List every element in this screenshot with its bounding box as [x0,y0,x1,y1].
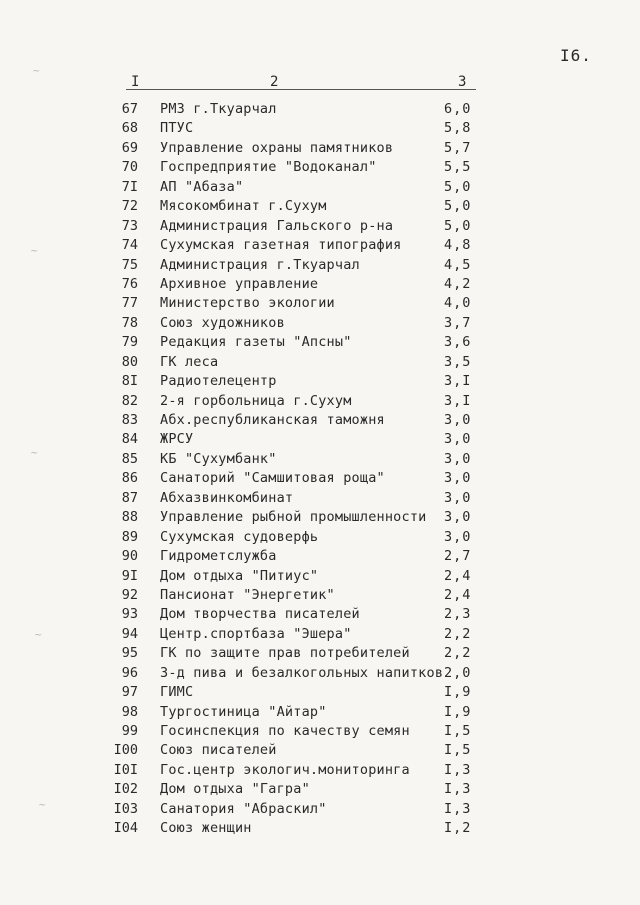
row-value: 3,0 [444,412,472,428]
table-row [0,450,640,469]
row-number: 77 [121,295,138,312]
row-number: 83 [121,412,138,428]
row-number: 96 [121,664,138,681]
header-rule [126,89,476,90]
header-col-1: I [131,74,140,90]
table-row [0,178,640,197]
row-value: 2,2 [444,625,472,642]
row-number: 94 [121,625,138,642]
row-value: I,3 [444,761,472,778]
table-row [0,236,640,255]
row-organization: Дом отдыха "Питиус" [160,567,319,584]
row-number: 69 [121,139,138,156]
table-row [0,353,640,372]
row-value: I,5 [444,723,472,739]
row-number: 95 [121,645,138,662]
table-row [0,664,640,683]
row-organization: Дом отдыха "Гагра" [160,781,310,798]
row-number: 72 [121,198,138,215]
row-value: 3,0 [444,489,472,506]
table-row [0,314,640,333]
table-row [0,683,640,702]
table-row [0,800,640,819]
row-number: 80 [121,353,138,370]
table-row [0,605,640,624]
table-row [0,217,640,236]
row-value: 3,0 [444,431,472,448]
row-number: 9I [121,567,138,584]
row-number: 87 [121,489,138,506]
row-number: 8I [121,373,138,390]
table-row [0,741,640,760]
row-organization: Администрация г.Ткуарчал [160,256,360,273]
row-value: 2,4 [444,586,472,603]
table-row [0,761,640,780]
row-organization: Администрация Гальского р-на [160,217,394,234]
row-number: 79 [121,334,138,351]
row-number: I03 [113,800,138,817]
table-row [0,372,640,391]
row-organization: Министерство экологии [160,295,335,312]
row-number: 75 [121,256,138,273]
row-value: 2,3 [444,606,472,623]
row-value: 2,7 [444,548,472,565]
row-organization: АП "Абаза" [160,178,244,195]
row-organization: Абх.республиканская таможня [160,412,385,428]
row-value: I,3 [444,800,472,817]
margin-mark: ~ [32,66,41,77]
row-organization: РМЗ г.Ткуарчал [160,101,277,117]
row-number: 88 [121,509,138,526]
row-value: I,2 [444,820,472,837]
row-organization: Союз писателей [160,742,277,759]
row-value: 5,0 [444,217,472,234]
table-row [0,158,640,177]
row-number: I04 [113,820,138,837]
page-number: I6. [560,46,592,65]
row-organization: Гос.центр экологич.мониторинга [160,761,410,778]
table-row [0,275,640,294]
row-organization: Тургостиница "Айтар" [160,703,327,720]
row-organization: ЖРСУ [160,431,194,448]
table-row [0,256,640,275]
row-number: 76 [121,275,138,292]
header-col-3: 3 [458,74,467,90]
row-number: 92 [121,586,138,603]
row-number: 74 [121,237,138,254]
row-organization: Архивное управление [160,275,319,292]
table-row [0,469,640,488]
row-organization: ПТУС [160,120,194,137]
row-number: 84 [121,431,138,448]
row-organization: Мясокомбинат г.Сухум [160,198,327,215]
row-value: 5,7 [444,139,472,156]
row-organization: Союз художников [160,314,285,331]
row-value: 3,0 [444,528,472,545]
row-organization: Управление рыбной промышленности [160,509,427,526]
row-organization: Центр.спортбаза "Эшера" [160,625,352,642]
row-number: 89 [121,528,138,545]
row-value: I,5 [444,742,472,759]
row-value: I,3 [444,781,472,798]
row-value: 2,2 [444,645,472,662]
row-organization: Санаторий "Самшитовая роща" [160,470,385,487]
row-value: 2,0 [444,664,472,681]
row-number: 90 [121,548,138,565]
row-organization: З-д пива и безалкогольных напитков [160,664,444,681]
margin-mark: ~ [30,448,39,459]
row-value: 3,I [444,392,472,409]
row-number: 70 [121,159,138,176]
row-number: 93 [121,606,138,623]
row-value: 5,8 [444,120,472,137]
row-organization: КБ "Сухумбанк" [160,450,277,467]
margin-mark: ~ [30,246,39,257]
row-number: 97 [121,684,138,701]
header-col-2: 2 [270,74,279,90]
row-number: 98 [121,703,138,720]
row-value: 5,0 [444,178,472,195]
row-organization: Пансионат "Энергетик" [160,586,335,603]
margin-mark: ~ [34,630,43,641]
table-row [0,703,640,722]
row-value: I,9 [444,703,472,720]
row-organization: Сухумская газетная типография [160,237,402,254]
table-row [0,411,640,430]
row-organization: ГК леса [160,353,219,370]
row-value: 3,7 [444,314,472,331]
table-row [0,586,640,605]
row-number: I02 [113,781,138,798]
row-value: 4,2 [444,275,472,292]
row-organization: Союз женщин [160,820,252,837]
table-row [0,197,640,216]
row-value: 5,5 [444,159,472,176]
row-value: 6,0 [444,101,472,117]
row-organization: Абхазвинкомбинат [160,489,294,506]
row-value: 3,0 [444,470,472,487]
row-organization: Дом творчества писателей [160,606,360,623]
table-row [0,567,640,586]
row-value: 3,6 [444,334,472,351]
row-number: 73 [121,217,138,234]
row-number: 99 [121,723,138,739]
row-organization: Санатория "Абраскил" [160,800,327,817]
table-row [0,100,640,119]
row-organization: Госинспекция по качеству семян [160,723,410,739]
row-organization: ГИМС [160,684,194,701]
table-row [0,625,640,644]
table-row [0,392,640,411]
table-row [0,294,640,313]
row-value: 3,0 [444,509,472,526]
row-number: 82 [121,392,138,409]
row-value: 3,5 [444,353,472,370]
margin-mark: ~ [38,800,47,811]
row-value: 5,0 [444,198,472,215]
row-number: 78 [121,314,138,331]
row-number: I0I [113,761,138,778]
row-number: 67 [121,101,138,117]
table-row [0,547,640,566]
row-value: I,9 [444,684,472,701]
table-row [0,819,640,838]
row-value: 3,0 [444,450,472,467]
row-number: 68 [121,120,138,137]
row-organization: ГК по защите прав потребителей [160,645,410,662]
table-row [0,722,640,741]
row-organization: Госпредприятие "Водоканал" [160,159,377,176]
row-value: 2,4 [444,567,472,584]
table-body [0,100,640,839]
row-number: 85 [121,450,138,467]
row-organization: Гидрометслужба [160,548,277,565]
table-row [0,430,640,449]
row-value: 4,8 [444,237,472,254]
row-organization: 2-я горбольница г.Сухум [160,392,352,409]
table-row [0,780,640,799]
row-value: 4,5 [444,256,472,273]
row-number: I00 [113,742,138,759]
row-value: 3,I [444,373,472,390]
table-row [0,119,640,138]
row-organization: Радиотелецентр [160,373,277,390]
table-row [0,333,640,352]
table-row [0,528,640,547]
row-number: 86 [121,470,138,487]
table-row [0,489,640,508]
table-row [0,139,640,158]
table-header [0,74,640,90]
row-organization: Сухумская судоверфь [160,528,319,545]
table-row [0,508,640,527]
table-row [0,644,640,663]
row-number: 7I [121,178,138,195]
row-value: 4,0 [444,295,472,312]
row-organization: Управление охраны памятников [160,139,394,156]
row-organization: Редакция газеты "Апсны" [160,334,352,351]
